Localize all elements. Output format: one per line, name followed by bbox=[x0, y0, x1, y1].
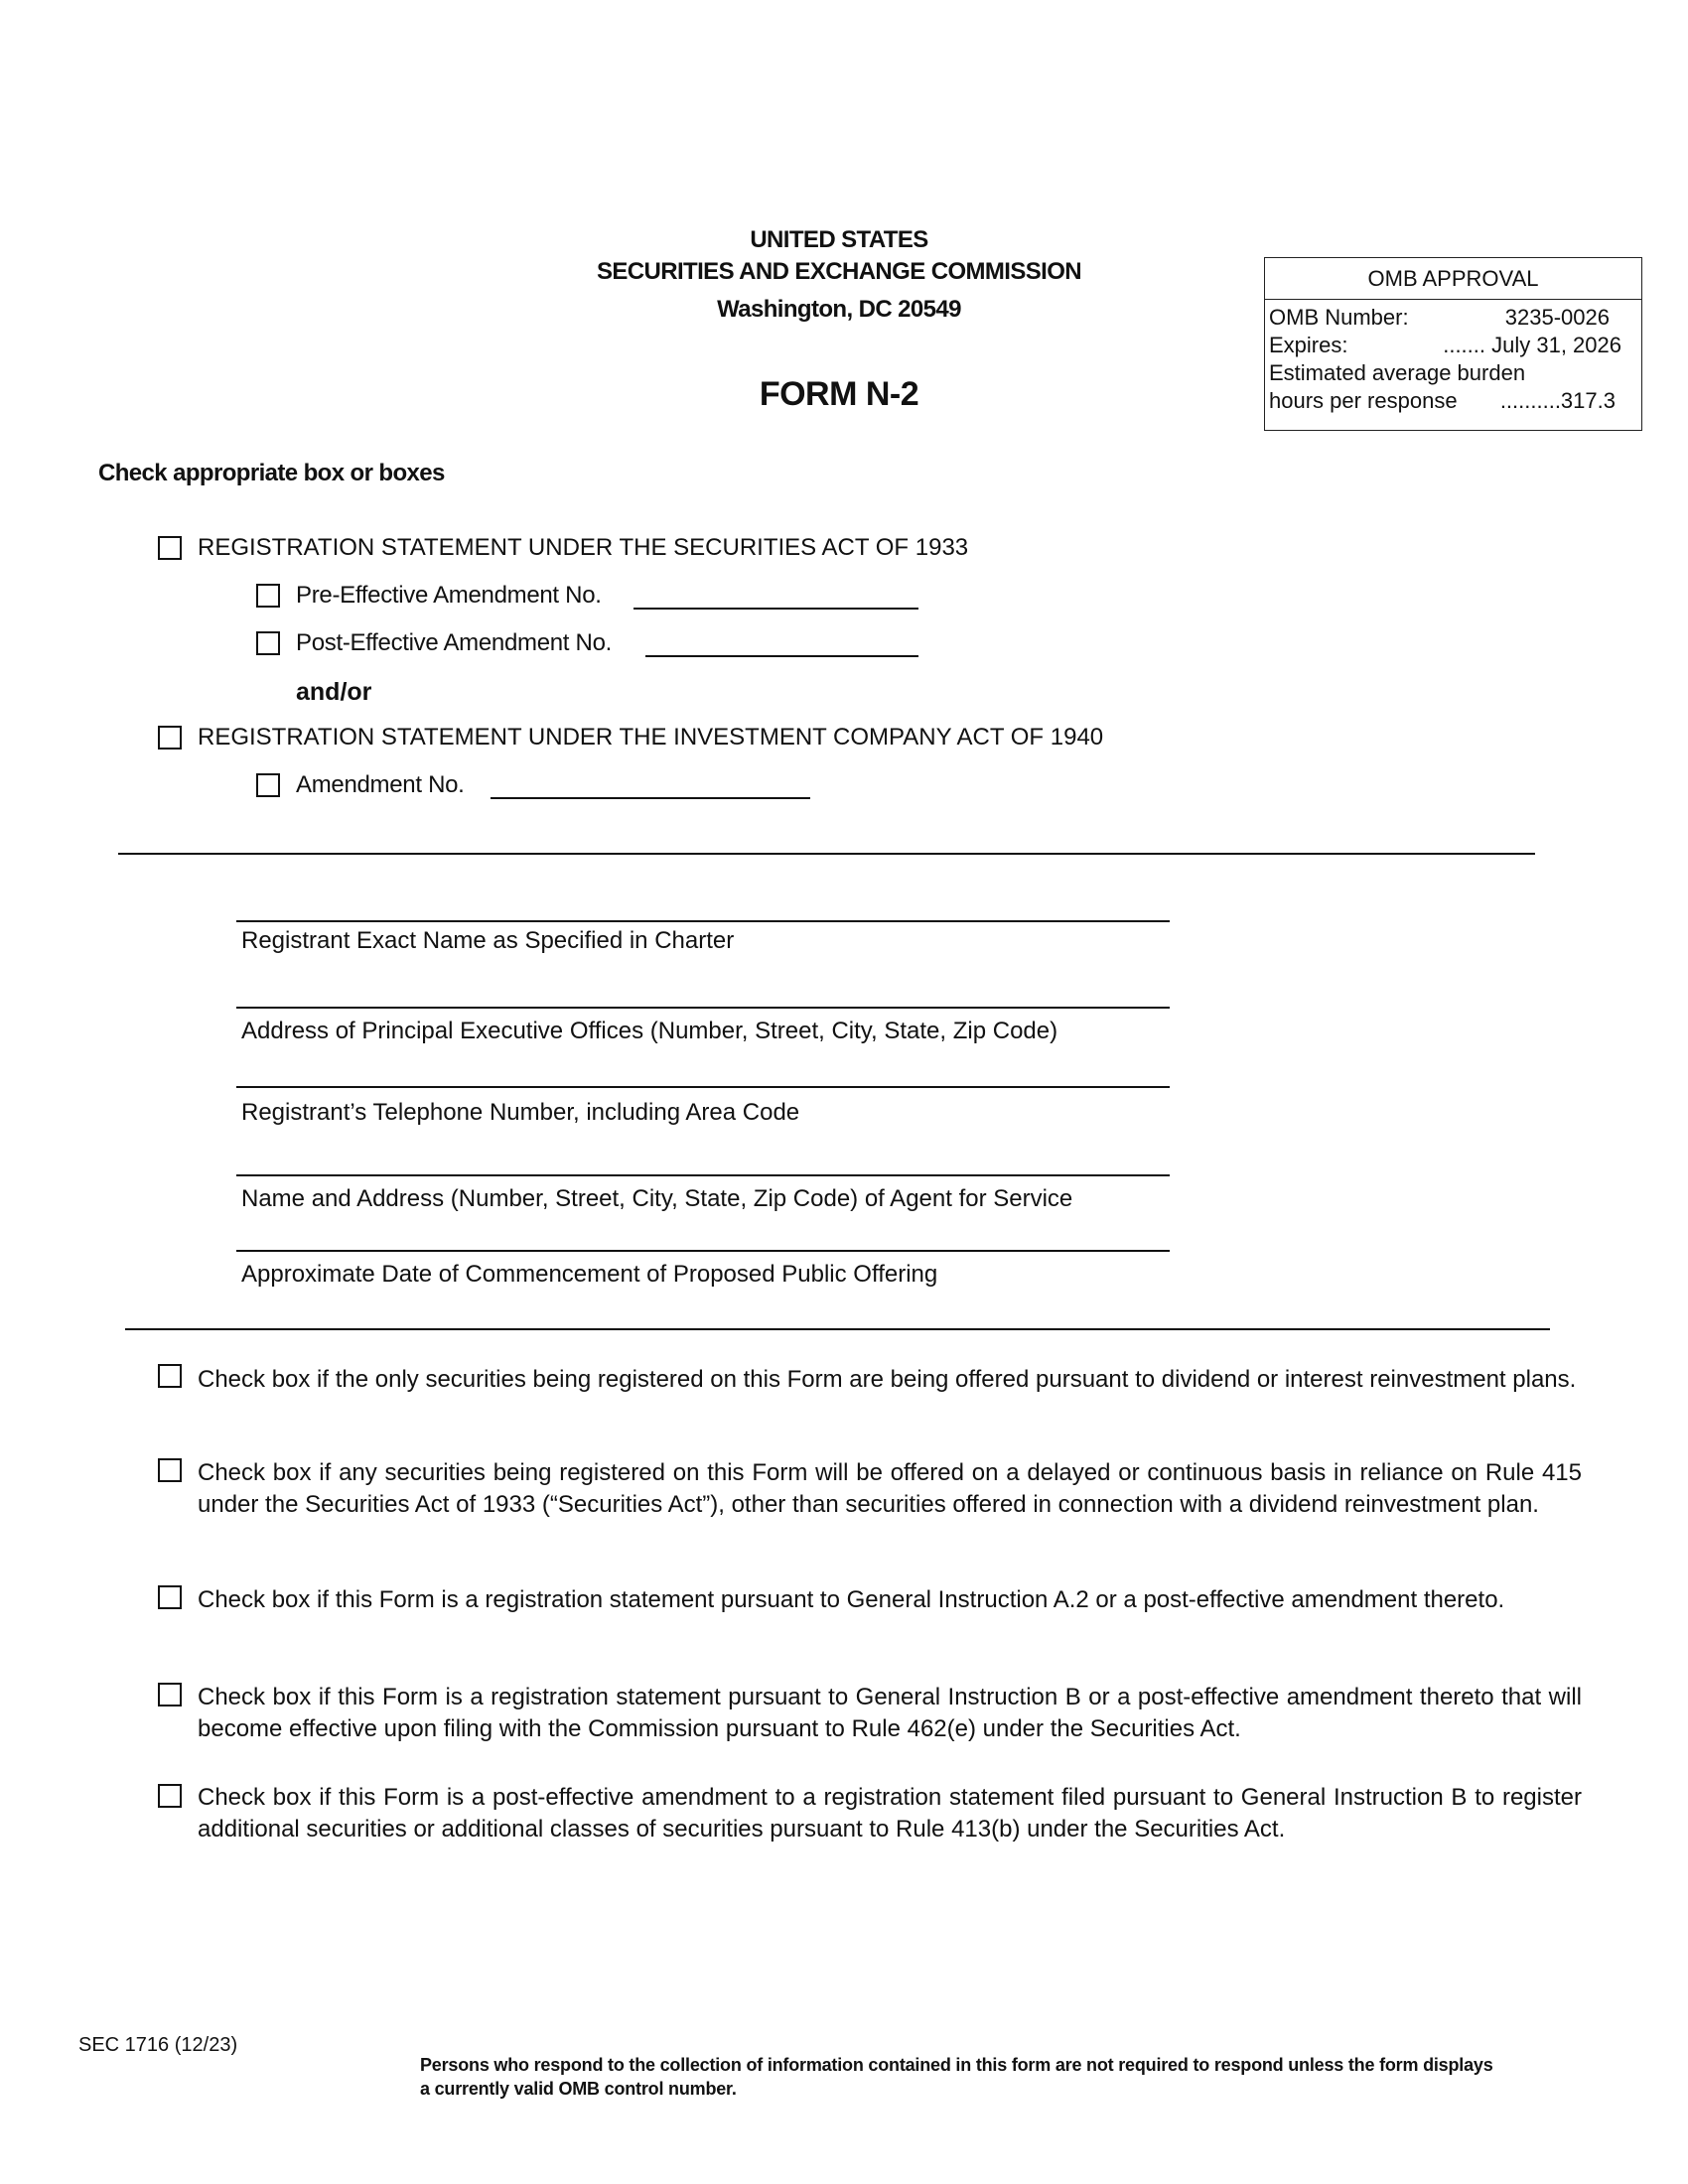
address-field[interactable] bbox=[236, 1007, 1170, 1009]
rule413b-text: Check box if this Form is a post-effective amendment to a registration statement filed pursuant to General Instruction B to register additional securities or additional classes of securities pursuant to Rule 413(b) under the Securities Act. bbox=[198, 1784, 1582, 1843]
section-divider-top bbox=[118, 853, 1535, 855]
securities-act-label: REGISTRATION STATEMENT UNDER THE SECURITIES ACT OF 1933 bbox=[198, 534, 969, 561]
amendment-number-field[interactable] bbox=[491, 797, 810, 799]
agency-address: Washington, DC 20549 bbox=[717, 296, 961, 323]
agency-country: UNITED STATES bbox=[750, 226, 928, 253]
instruction-b-text: Check box if this Form is a registration statement pursuant to General Instruction B or a post-effective amendment thereto that will become effective upon filing with the Commission pursuant to Rule 462(e) under the Securities Act. bbox=[198, 1684, 1582, 1742]
post-effective-checkbox[interactable] bbox=[256, 631, 280, 655]
section-divider-bottom bbox=[125, 1328, 1550, 1330]
omb-number-label: OMB Number: bbox=[1269, 305, 1409, 330]
omb-number-value: 3235-0026 bbox=[1504, 305, 1610, 330]
telephone-label: Registrant’s Telephone Number, including Area Code bbox=[241, 1099, 800, 1126]
pre-effective-number-field[interactable] bbox=[633, 608, 918, 610]
investment-company-act-label: REGISTRATION STATEMENT UNDER THE INVESTMENT COMPANY ACT OF 1940 bbox=[198, 724, 1104, 751]
rule415-text: Check box if any securities being registered on this Form will be offered on a delayed or continuous basis in reliance on Rule 415 under the Securities Act of 1933 (“Securities Act”), other than securities offered in connection with a dividend reinvestment plan. bbox=[198, 1459, 1582, 1518]
omb-number-row bbox=[1269, 304, 1631, 332]
and-or-label: and/or bbox=[296, 678, 372, 706]
instruction-b-checkbox[interactable] bbox=[158, 1683, 182, 1706]
securities-act-checkbox[interactable] bbox=[158, 536, 182, 560]
omb-expires-row bbox=[1269, 332, 1631, 359]
instruction-a2-checkbox[interactable] bbox=[158, 1585, 182, 1609]
commencement-field[interactable] bbox=[236, 1250, 1170, 1252]
telephone-field[interactable] bbox=[236, 1086, 1170, 1088]
amendment-checkbox[interactable] bbox=[256, 773, 280, 797]
investment-company-act-checkbox[interactable] bbox=[158, 726, 182, 750]
registrant-name-label: Registrant Exact Name as Specified in Charter bbox=[241, 927, 735, 954]
form-title: FORM N-2 bbox=[759, 375, 919, 413]
commencement-label: Approximate Date of Commencement of Proposed Public Offering bbox=[241, 1261, 938, 1288]
amendment-label: Amendment No. bbox=[296, 771, 465, 798]
rule415-checkbox[interactable] bbox=[158, 1458, 182, 1482]
omb-approval-box bbox=[1264, 257, 1642, 431]
pre-effective-label: Pre-Effective Amendment No. bbox=[296, 582, 602, 609]
post-effective-label: Post-Effective Amendment No. bbox=[296, 629, 612, 656]
omb-burden-row-1 bbox=[1269, 359, 1631, 387]
omb-notice: Persons who respond to the collection of information contained in this form are not required to respond unless the form displays a currently valid OMB control number. bbox=[420, 2055, 1493, 2099]
pre-effective-checkbox[interactable] bbox=[256, 584, 280, 608]
check-heading: Check appropriate box or boxes bbox=[98, 460, 445, 486]
omb-burden-row-2 bbox=[1269, 387, 1631, 415]
agent-field[interactable] bbox=[236, 1174, 1170, 1176]
form-code: SEC 1716 (12/23) bbox=[78, 2034, 238, 2056]
omb-expires-value: ....... July 31, 2026 bbox=[1443, 333, 1621, 357]
instruction-a2-text: Check box if this Form is a registration statement pursuant to General Instruction A.2 or a post-effective amendment thereto. bbox=[198, 1586, 1505, 1613]
address-label: Address of Principal Executive Offices (Number, Street, City, State, Zip Code) bbox=[241, 1018, 1058, 1044]
rule413b-checkbox[interactable] bbox=[158, 1784, 182, 1808]
agent-label: Name and Address (Number, Street, City, State, Zip Code) of Agent for Service bbox=[241, 1185, 1073, 1212]
omb-approval-title: OMB APPROVAL bbox=[1265, 258, 1641, 300]
dividend-text: Check box if the only securities being registered on this Form are being offered pursuant to dividend or interest reinvestment plans. bbox=[198, 1366, 1577, 1393]
registrant-name-field[interactable] bbox=[236, 920, 1170, 922]
omb-burden-value: ..........317.3 bbox=[1499, 388, 1616, 413]
omb-burden-label-1: Estimated average burden bbox=[1269, 360, 1526, 385]
omb-expires-label: Expires: bbox=[1269, 333, 1348, 357]
dividend-checkbox[interactable] bbox=[158, 1364, 182, 1388]
agency-name: SECURITIES AND EXCHANGE COMMISSION bbox=[596, 258, 1082, 285]
post-effective-number-field[interactable] bbox=[645, 655, 918, 657]
omb-burden-label-2: hours per response bbox=[1269, 388, 1458, 413]
